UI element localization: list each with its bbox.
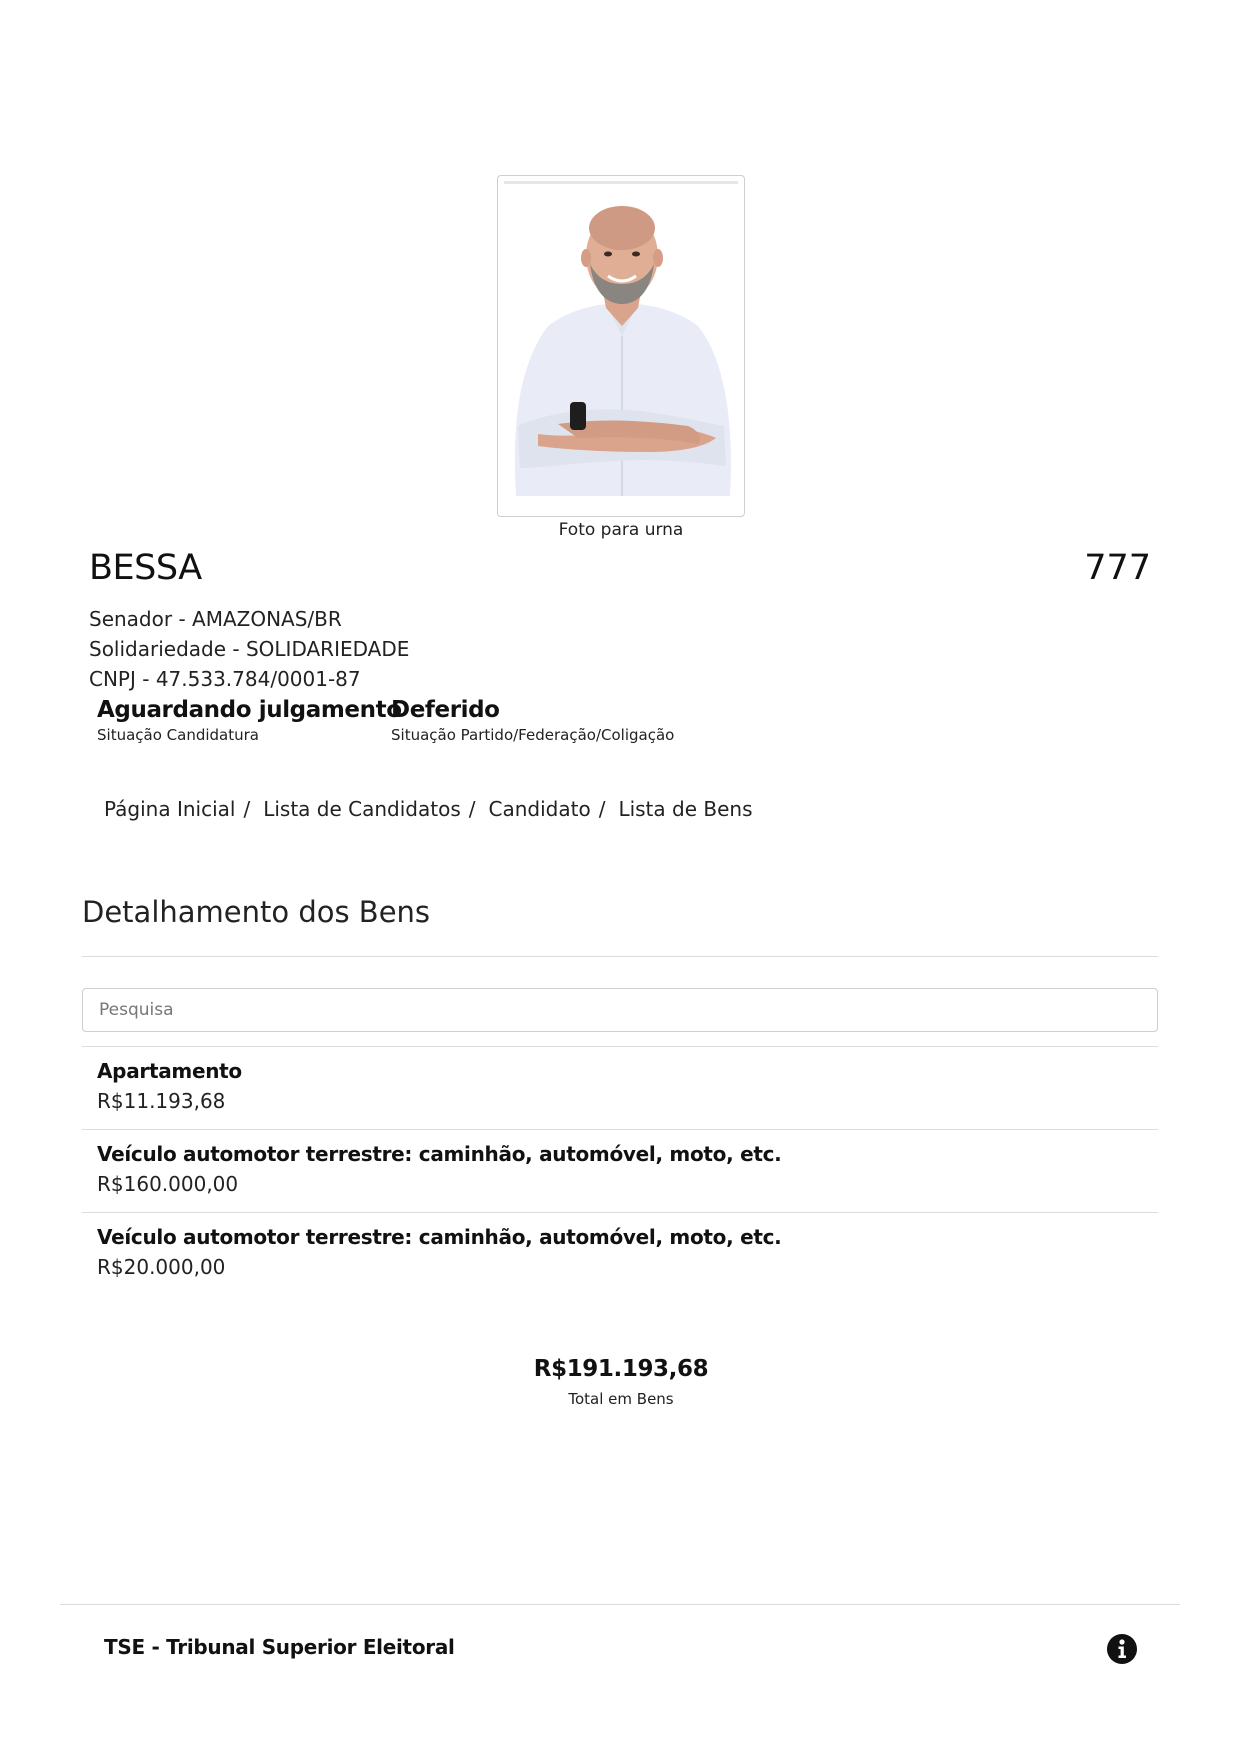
list-divider (82, 1046, 1158, 1047)
search-input[interactable] (82, 988, 1158, 1032)
asset-value: R$20.000,00 (97, 1255, 226, 1279)
status-candidatura-value: Aguardando julgamento (97, 697, 402, 723)
breadcrumb-separator: / (243, 797, 251, 821)
candidate-office: Senador - AMAZONAS/BR (89, 607, 342, 631)
list-item (97, 1142, 1137, 1196)
breadcrumb-candidate-list-link[interactable]: Lista de Candidatos (263, 797, 461, 821)
breadcrumb-home-link[interactable]: Página Inicial (104, 797, 236, 821)
breadcrumb-assets-list-link[interactable]: Lista de Bens (618, 797, 753, 821)
candidate-photo (497, 175, 745, 517)
status-candidatura-label: Situação Candidatura (97, 726, 259, 744)
asset-value: R$11.193,68 (97, 1089, 226, 1113)
candidate-number: 777 (1084, 548, 1151, 588)
photo-caption: Foto para urna (558, 520, 684, 540)
list-item (97, 1225, 1137, 1279)
list-divider (82, 1129, 1158, 1130)
total-amount: R$191.193,68 (533, 1356, 709, 1382)
asset-title: Apartamento (97, 1059, 242, 1083)
section-title: Detalhamento dos Bens (82, 895, 431, 929)
candidate-portrait-image (498, 176, 745, 517)
candidate-cnpj: CNPJ - 47.533.784/0001-87 (89, 667, 361, 691)
asset-title: Veículo automotor terrestre: caminhão, automóvel, moto, etc. (97, 1142, 782, 1166)
breadcrumb (104, 797, 753, 821)
status-partido (391, 697, 674, 744)
asset-title: Veículo automotor terrestre: caminhão, automóvel, moto, etc. (97, 1225, 782, 1249)
footer-title: TSE - Tribunal Superior Eleitoral (104, 1635, 455, 1659)
assets-total (0, 1356, 1242, 1408)
list-item (97, 1059, 1137, 1113)
candidate-name: BESSA (89, 548, 202, 588)
section-divider (82, 956, 1158, 957)
list-divider (82, 1212, 1158, 1213)
breadcrumb-candidate-link[interactable]: Candidato (488, 797, 591, 821)
candidate-party: Solidariedade - SOLIDARIEDADE (89, 637, 410, 661)
info-icon[interactable] (1106, 1633, 1138, 1665)
candidate-info (89, 604, 409, 694)
asset-value: R$160.000,00 (97, 1172, 239, 1196)
footer-divider (60, 1604, 1180, 1605)
status-partido-value: Deferido (391, 697, 500, 723)
breadcrumb-separator: / (468, 797, 476, 821)
total-label: Total em Bens (568, 1390, 674, 1408)
status-candidatura (97, 697, 402, 744)
breadcrumb-separator: / (598, 797, 606, 821)
status-partido-label: Situação Partido/Federação/Coligação (391, 726, 675, 744)
